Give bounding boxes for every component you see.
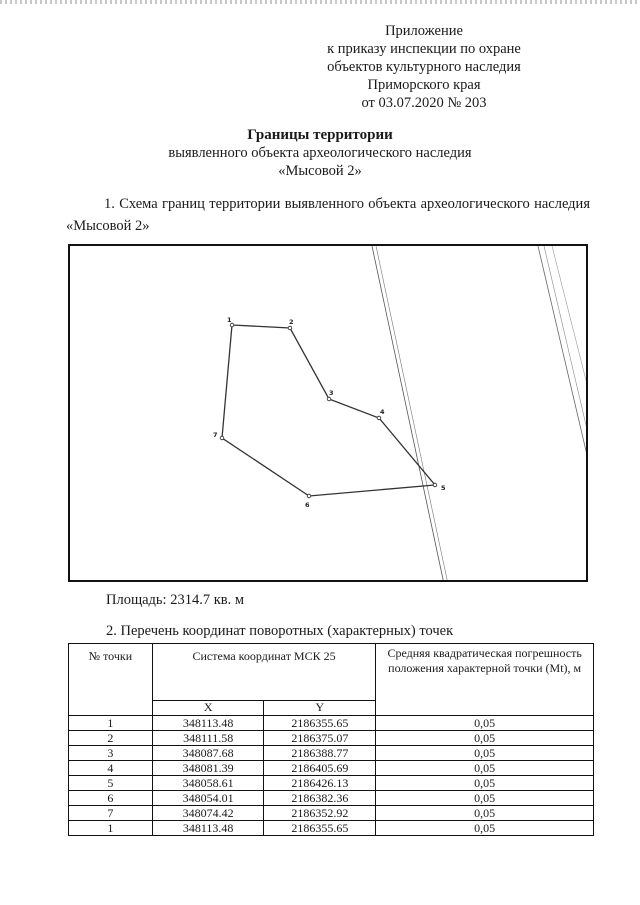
vertex-label: 7 <box>213 431 218 439</box>
cell-x: 348054.01 <box>152 791 264 806</box>
vertex-label: 2 <box>289 318 294 326</box>
section-2-heading: 2. Перечень координат поворотных (характерных) точек <box>106 623 454 639</box>
cell-accuracy: 0,05 <box>376 746 594 761</box>
cell-accuracy: 0,05 <box>376 776 594 791</box>
cell-point-number: 1 <box>69 821 153 836</box>
cell-accuracy: 0,05 <box>376 806 594 821</box>
cell-y: 2186388.77 <box>264 746 376 761</box>
vertex-point <box>220 436 224 440</box>
appendix-line: объектов культурного наследия <box>327 59 521 75</box>
table-row <box>69 821 594 836</box>
cell-x: 348111.58 <box>152 731 264 746</box>
appendix-line: к приказу инспекции по охране <box>327 41 521 57</box>
table-row <box>69 761 594 776</box>
cell-accuracy: 0,05 <box>376 791 594 806</box>
cell-y: 2186352.92 <box>264 806 376 821</box>
cell-accuracy: 0,05 <box>376 731 594 746</box>
header-point-number: № точки <box>69 644 153 716</box>
cell-point-number: 3 <box>69 746 153 761</box>
cell-point-number: 5 <box>69 776 153 791</box>
appendix-header <box>274 22 574 112</box>
road-line <box>544 246 588 442</box>
header-x: X <box>152 701 264 716</box>
header-accuracy: Средняя квадратическая погрешность положения характерной точки (Mt), м <box>376 644 594 716</box>
header-coordinate-system: Система координат МСК 25 <box>152 644 375 701</box>
cell-accuracy: 0,05 <box>376 821 594 836</box>
title-block <box>0 126 640 180</box>
cell-x: 348113.48 <box>152 716 264 731</box>
vertex-point <box>327 397 331 401</box>
document-subtitle: выявленного объекта археологического наследия <box>168 145 472 161</box>
cell-y: 2186355.65 <box>264 821 376 836</box>
scan-top-edge <box>0 0 640 4</box>
cell-accuracy: 0,05 <box>376 716 594 731</box>
vertex-label: 6 <box>305 501 310 509</box>
header-y: Y <box>264 701 376 716</box>
cell-y: 2186355.65 <box>264 716 376 731</box>
object-name: «Мысовой 2» <box>278 163 362 179</box>
boundary-polygon <box>222 325 435 496</box>
cell-y: 2186405.69 <box>264 761 376 776</box>
boundary-scheme <box>68 244 588 582</box>
vertex-label: 5 <box>441 484 446 492</box>
area-text: Площадь: 2314.7 кв. м <box>106 592 245 608</box>
cell-point-number: 6 <box>69 791 153 806</box>
appendix-line: Приложение <box>385 23 463 39</box>
cell-y: 2186382.36 <box>264 791 376 806</box>
cell-x: 348058.61 <box>152 776 264 791</box>
appendix-line: Приморского края <box>367 77 481 93</box>
section-1-heading: 1. Схема границ территории выявленного объекта археологического наследия «Мысовой 2» <box>66 196 590 234</box>
table-row <box>69 806 594 821</box>
appendix-line: от 03.07.2020 № 203 <box>361 95 487 111</box>
scheme-drawing <box>70 246 588 582</box>
coordinates-table <box>68 643 594 836</box>
vertex-point <box>288 326 292 330</box>
cell-point-number: 4 <box>69 761 153 776</box>
table-row <box>69 776 594 791</box>
document-title: Границы территории <box>247 127 393 143</box>
road-line <box>552 246 588 396</box>
vertex-point <box>433 483 437 487</box>
vertex-label: 1 <box>227 316 232 324</box>
cell-x: 348074.42 <box>152 806 264 821</box>
cell-point-number: 1 <box>69 716 153 731</box>
cell-x: 348081.39 <box>152 761 264 776</box>
road-line <box>376 246 448 582</box>
road-line <box>538 246 588 468</box>
cell-y: 2186375.07 <box>264 731 376 746</box>
table-row <box>69 791 594 806</box>
cell-x: 348113.48 <box>152 821 264 836</box>
cell-x: 348087.68 <box>152 746 264 761</box>
vertex-label: 3 <box>329 389 334 397</box>
cell-y: 2186426.13 <box>264 776 376 791</box>
vertex-point <box>307 494 311 498</box>
cell-point-number: 2 <box>69 731 153 746</box>
table-row <box>69 716 594 731</box>
vertex-label: 4 <box>380 408 385 416</box>
cell-point-number: 7 <box>69 806 153 821</box>
table-row <box>69 731 594 746</box>
vertex-point <box>377 416 381 420</box>
table-row <box>69 746 594 761</box>
cell-accuracy: 0,05 <box>376 761 594 776</box>
